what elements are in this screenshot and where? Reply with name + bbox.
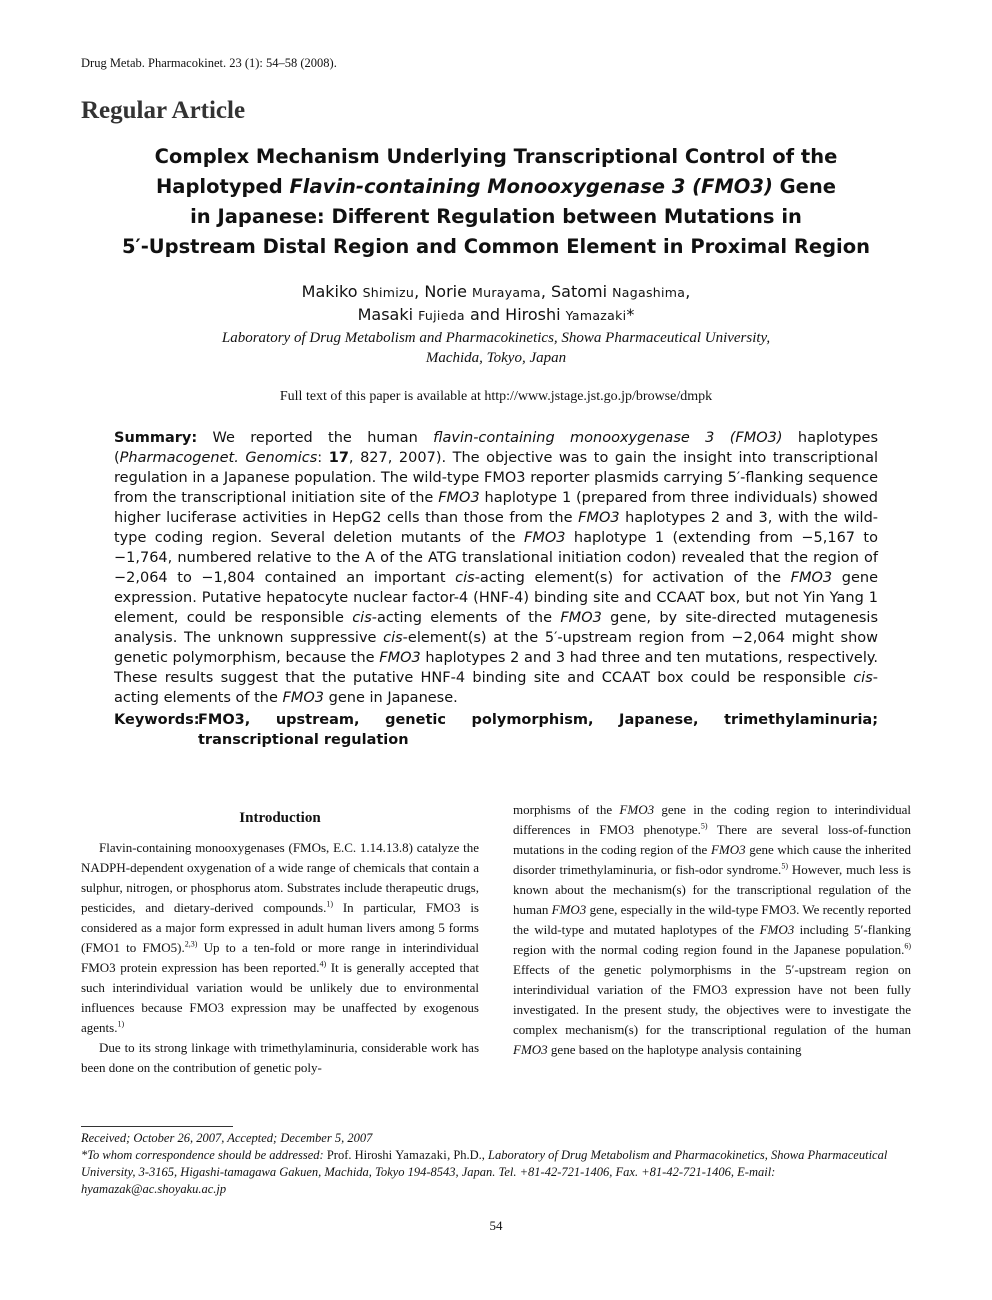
footnotes (81, 1130, 911, 1198)
summary-italic: FMO3 (438, 490, 480, 506)
fulltext-notice: Full text of this paper is available at http://www.jstage.jst.go.jp/browse/dmpk (279, 389, 713, 404)
affiliation-line-1: Laboratory of Drug Metabolism and Pharmacokinetics, Showa Pharmaceutical University, (221, 330, 771, 346)
footnote-text: Prof. Hiroshi (326, 1148, 396, 1162)
gene-name: FMO3 (619, 802, 655, 817)
body-text: Effects of the genetic polymorphisms in the 5′-upstream region on interindividual variation of the FMO3 expression have not been fully investigated. In the present study, the objectives were to investigate the complex mechanism(s) for the transcriptional regulation of the human (513, 962, 911, 1037)
summary-text: , 827, 2007). The objective was to gain the insight into transcriptional regulation in a Japanese population. The wild-type FMO3 reporter plasmids carrying 5′-flanking sequence from the transcriptional initiation site of the (114, 450, 878, 506)
summary-abstract (114, 428, 878, 708)
body-text: There are several loss-of-function mutations in the coding region of the (513, 822, 912, 857)
journal-citation: Drug Metab. Pharmacokinet. 23 (1): 54–58 (2008). (81, 56, 337, 70)
gene-name: FMO3 (710, 842, 746, 857)
body-column-left (81, 808, 479, 1078)
title-line-3: in Japanese: Different Regulation between Mutations in (190, 205, 802, 228)
author-given-name: Makiko (301, 282, 363, 301)
title-line-1: Complex Mechanism Underlying Transcriptional Control of the (154, 145, 838, 168)
summary-text: haplotype 1 (extending from −5,167 to −1,764, numbered relative to the A of the ATG translational initiation codon) revealed that the region of −2,064 to −1,804 contained an important (114, 530, 878, 586)
summary-volume: 17 (328, 450, 349, 466)
keywords-text: FMO3, upstream, genetic polymorphism, Japanese, trimethylaminuria; transcriptional regulation (198, 712, 878, 748)
summary-heading: Summary: (114, 430, 198, 446)
intro-paragraph-1 (81, 838, 479, 1038)
body-text: gene in the coding region to interindividual differences in FMO3 phenotype. (513, 802, 912, 837)
affiliation-line-2: Machida, Tokyo, Japan (425, 350, 567, 366)
author-given-name: Masaki (357, 305, 419, 324)
author-separator: , (685, 282, 691, 301)
body-text: gene based on the haplotype analysis containing (547, 1042, 802, 1057)
summary-italic: FMO3 (282, 690, 325, 706)
summary-text: gene in Japanese. (324, 690, 458, 706)
author-list (100, 281, 892, 327)
correspondence-note (81, 1147, 911, 1198)
body-text: However, much less is known about the mechanism(s) for the transcriptional regulation of the human (513, 862, 911, 917)
citation-ref: 1) (326, 899, 334, 909)
page-number: 54 (489, 1218, 503, 1233)
citation-ref: 2,3) (184, 939, 198, 949)
summary-text: haplotypes ( (114, 430, 879, 466)
summary-text: -acting elements of the (371, 610, 561, 626)
summary-italic: cis (383, 630, 403, 646)
title-gene-name: Flavin-containing Monooxygenase 3 (FMO3) (289, 175, 773, 198)
gene-name: FMO3 (759, 922, 795, 937)
body-column-right (513, 800, 911, 1060)
title-line-4: 5′-Upstream Distal Region and Common Element in Proximal Region (121, 235, 871, 258)
intro-paragraph-2-continued (513, 800, 911, 1060)
body-text: gene which cause the inherited disorder trimethylaminuria, or fish-odor syndrome. (513, 842, 912, 877)
author-given-name: and Hiroshi (464, 305, 566, 324)
footnote-text: *To whom correspondence should be addressed: (81, 1148, 327, 1162)
footnote-text: , Ph.D., (447, 1148, 489, 1162)
body-text: It is generally accepted that such interindividual variation would be unlikely due to environmental influences because FMO3 expression may be unaffected by exogenous agents. (81, 960, 480, 1035)
corresponding-author-mark: * (626, 305, 635, 324)
author-family-name: Fujieda (418, 308, 465, 323)
summary-italic: FMO3 (578, 510, 620, 526)
summary-italic: cis (352, 610, 372, 626)
summary-text: haplotype 1 (prepared from three individuals) showed higher luciferase activities in HepG2 cells than those from the (114, 490, 878, 526)
summary-italic: flavin-containing monooxygenase 3 (FMO3) (433, 430, 783, 446)
summary-text: haplotypes 2 and 3 had three and ten mutations, respectively. These results suggest that the putative HNF-4 binding site and CCAAT box could be responsible (114, 650, 878, 686)
citation-ref: 1) (117, 1019, 125, 1029)
summary-italic: FMO3 (379, 650, 421, 666)
body-text: Up to a ten-fold or more range in interindividual FMO3 protein expression has been reported. (81, 940, 479, 975)
author-family-name: Nagashima (612, 285, 686, 300)
section-heading-introduction: Introduction (239, 810, 321, 826)
title-text: Gene (772, 175, 837, 198)
body-text: morphisms of the (513, 802, 620, 817)
summary-italic: cis (455, 570, 475, 586)
body-text: including 5′-flanking region with the normal coding region found in the Japanese population. (513, 922, 911, 957)
gene-name: FMO3 (513, 1042, 548, 1057)
author-family-name: Yamazaki (395, 1148, 448, 1162)
summary-text: gene expression. Putative hepatocyte nuclear factor-4 (HNF-4) binding site and CCAAT box, but not Yin Yang 1 element, could be responsible (114, 570, 878, 626)
summary-text: -acting element(s) for activation of the (474, 570, 791, 586)
author-line-2 (100, 304, 892, 327)
author-family-name: Shimizu (362, 285, 415, 300)
summary-italic: FMO3 (523, 530, 566, 546)
article-type: Regular Article (81, 97, 246, 124)
summary-text: gene, by site-directed mutagenesis analysis. The unknown suppressive (114, 610, 878, 646)
intro-paragraph-2: Due to its strong linkage with trimethylaminuria, considerable work has been done on the contribution of genetic poly- (81, 1040, 479, 1075)
author-given-name: , Satomi (540, 282, 613, 301)
summary-italic: FMO3 (790, 570, 833, 586)
keywords-label: Keywords: (114, 712, 200, 728)
author-given-name: , Norie (414, 282, 473, 301)
body-text: In particular, FMO3 is considered as a major form expressed in adult human livers among 5 forms (FMO1 to FMO5). (81, 900, 479, 955)
footnote-text: Laboratory of Drug Metabolism and Pharmacokinetics, Showa Pharmaceutical University, 3-3165, Higashi-tamagawa Gakuen, Machida, Tokyo 194-8543, Japan. Tel. +81-42-721-1406, Fax. +81-42-721-1406, E-mail: hyamazak@ac.shoyaku.ac.jp (81, 1148, 888, 1196)
author-family-name: Yamazaki (565, 308, 627, 323)
title-line-2 (100, 172, 892, 202)
citation-ref: 5) (700, 821, 708, 831)
summary-italic: cis (853, 670, 873, 686)
citation-ref: 5) (781, 861, 788, 871)
summary-text: : (317, 450, 329, 466)
summary-italic: Pharmacogenet. Genomics (119, 450, 318, 466)
gene-name: FMO3 (551, 902, 587, 917)
body-text: gene, especially in the wild-type FMO3. We recently reported the wild-type and mutated haplotypes of the (513, 902, 912, 937)
author-family-name: Murayama (472, 285, 541, 300)
summary-italic: FMO3 (560, 610, 602, 626)
article-title (100, 142, 892, 262)
summary-text: -element(s) at the 5′-upstream region from −2,064 might show genetic polymorphism, because the (114, 630, 879, 666)
citation-ref: 4) (319, 959, 327, 969)
citation-ref: 6) (904, 941, 911, 951)
summary-text: We reported the human (197, 430, 434, 446)
summary-text: haplotypes 2 and 3, with the wild-type coding region. Several deletion mutants of the (114, 510, 879, 546)
summary-text: -acting elements of the (114, 670, 878, 706)
affiliation (100, 328, 892, 368)
footnote-divider (81, 1126, 233, 1127)
title-text: Haplotyped (155, 175, 290, 198)
received-dates: Received; October 26, 2007, Accepted; December 5, 2007 (81, 1131, 373, 1145)
keywords (114, 710, 878, 750)
body-text: Flavin-containing monooxygenases (FMOs, E.C. 1.14.13.8) catalyze the NADPH-dependent oxygenation of a wide range of chemicals that contain a sulphur, nitrogen, or phosphorus atom. Substrates include therapeutic drugs, pesticides, and dietary-derived compounds. (81, 840, 479, 915)
author-line-1 (100, 281, 892, 304)
